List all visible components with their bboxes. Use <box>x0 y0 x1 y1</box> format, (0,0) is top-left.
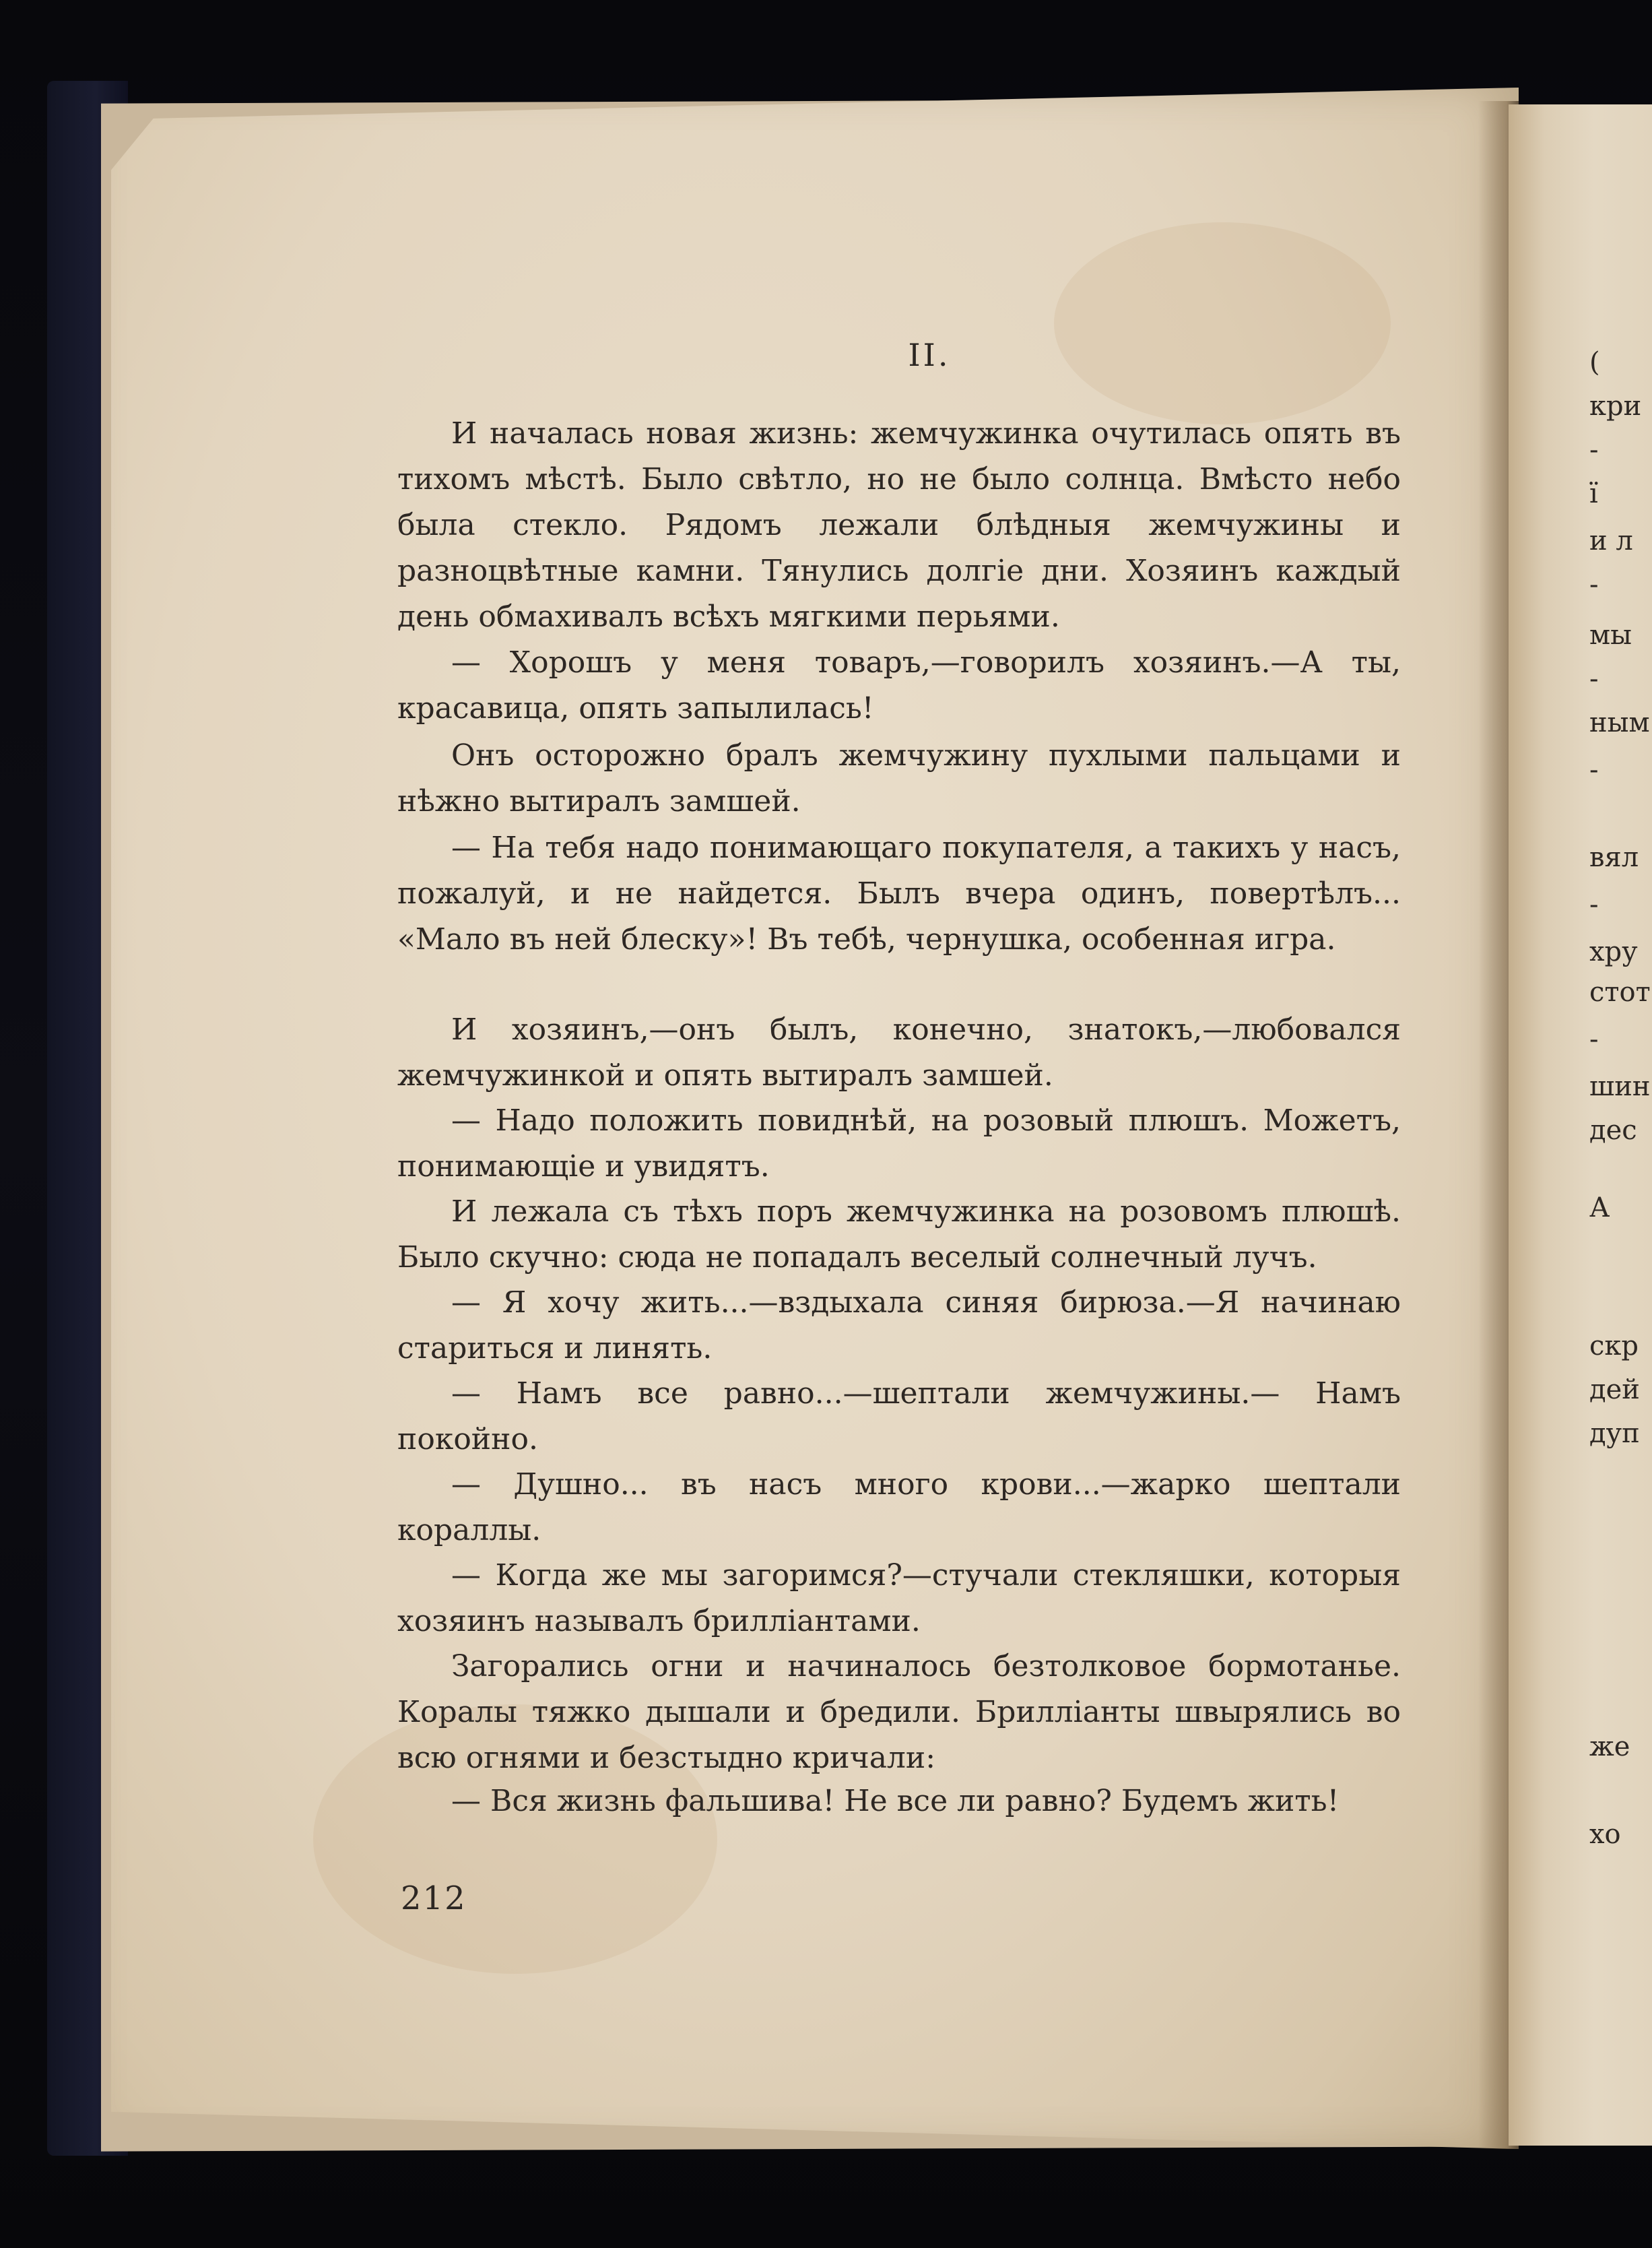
paragraph: Загорались огни и начиналось безтолковое бормотанье. Коралы тяжко дышали и бредили. Бриллiанты швырялись во всю огнями и безстыдно кричали: <box>397 1649 1401 1775</box>
text-fragment: ( <box>1589 347 1600 378</box>
text-fragment: ным <box>1589 707 1650 738</box>
text-fragment: дей <box>1589 1374 1640 1405</box>
paragraph: — Когда же мы загоримся?—стучали стекляшки, которыя хозяинъ называлъ бриллiантами. <box>397 1558 1401 1638</box>
text-fragment: - <box>1589 569 1599 600</box>
paragraph: — Надо положить повиднѣй, на розовый плюшъ. Можетъ, понимающіе и увидятъ. <box>397 1103 1401 1184</box>
text-fragment: хо <box>1589 1819 1621 1850</box>
text-fragment: же <box>1589 1731 1630 1762</box>
text-fragment: кри <box>1589 391 1642 422</box>
text-fragment: мы <box>1589 620 1632 651</box>
paragraph: И лежала съ тѣхъ поръ жемчужинка на розовомъ плюшѣ. Было скучно: сюда не попадалъ веселый солнечный лучъ. <box>397 1194 1401 1275</box>
paragraph: — Намъ все равно...—шептали жемчужины.— Намъ покойно. <box>397 1376 1401 1456</box>
text-fragment: - <box>1589 664 1599 695</box>
paragraph: — Вся жизнь фальшива! Не все ли равно? Будемъ жить! <box>451 1784 1340 1818</box>
text-fragment: скр <box>1589 1330 1639 1361</box>
text-fragment: и л <box>1589 525 1633 556</box>
text-fragment: - <box>1589 754 1599 785</box>
paragraph: — Я хочу жить...—вздыхала синяя бирюза.—Я начинаю стариться и линять. <box>397 1285 1401 1366</box>
text-fragment: - <box>1589 889 1599 920</box>
paragraph: — Хорошъ у меня товаръ,—говорилъ хозяинъ.—А ты, красавица, опять запылилась! <box>397 645 1401 726</box>
paper-stain <box>1054 222 1391 424</box>
text-fragment: шин <box>1589 1071 1651 1102</box>
text-fragment: дес <box>1589 1115 1637 1146</box>
paragraph: — Душно... въ насъ много крови...—жарко шептали кораллы. <box>397 1467 1401 1547</box>
page-number: 212 <box>401 1880 467 1917</box>
text-fragment: стот <box>1589 977 1651 1008</box>
paragraph: Онъ осторожно бралъ жемчужину пухлыми пальцами и нѣжно вытиралъ замшей. <box>397 738 1401 818</box>
paragraph: И хозяинъ,—онъ былъ, конечно, знатокъ,—любовался жемчужинкой и опять вытиралъ замшей. <box>397 1013 1401 1093</box>
next-page-text-fragments <box>1589 0 1652 2248</box>
text-fragment: - <box>1589 435 1599 465</box>
text-fragment: дуп <box>1589 1418 1640 1449</box>
text-fragment: - <box>1589 1024 1599 1055</box>
text-fragment: хру <box>1589 936 1638 967</box>
text-fragment: А <box>1589 1192 1610 1223</box>
paragraph: И началась новая жизнь: жемчужинка очутилась опять въ тихомъ мѣстѣ. Было свѣтло, но не было солнца. Вмѣсто небо была стекло. Рядомъ лежали блѣдныя жемчужины и разноцвѣтные камни. Тянулись долгіе дни. Хозяинъ каждый день обмахивалъ всѣхъ мягкими перьями. <box>397 416 1401 634</box>
text-fragment: вял <box>1589 842 1639 873</box>
chapter-heading: II. <box>908 337 951 373</box>
paragraph: — На тебя надо понимающаго покупателя, а такихъ у насъ, пожалуй, и не найдется. Былъ вчера одинъ, повертѣлъ... «Мало въ ней блеску»! Въ тебѣ, чернушка, особенная игра. <box>397 831 1401 957</box>
text-fragment: ї <box>1589 478 1598 509</box>
